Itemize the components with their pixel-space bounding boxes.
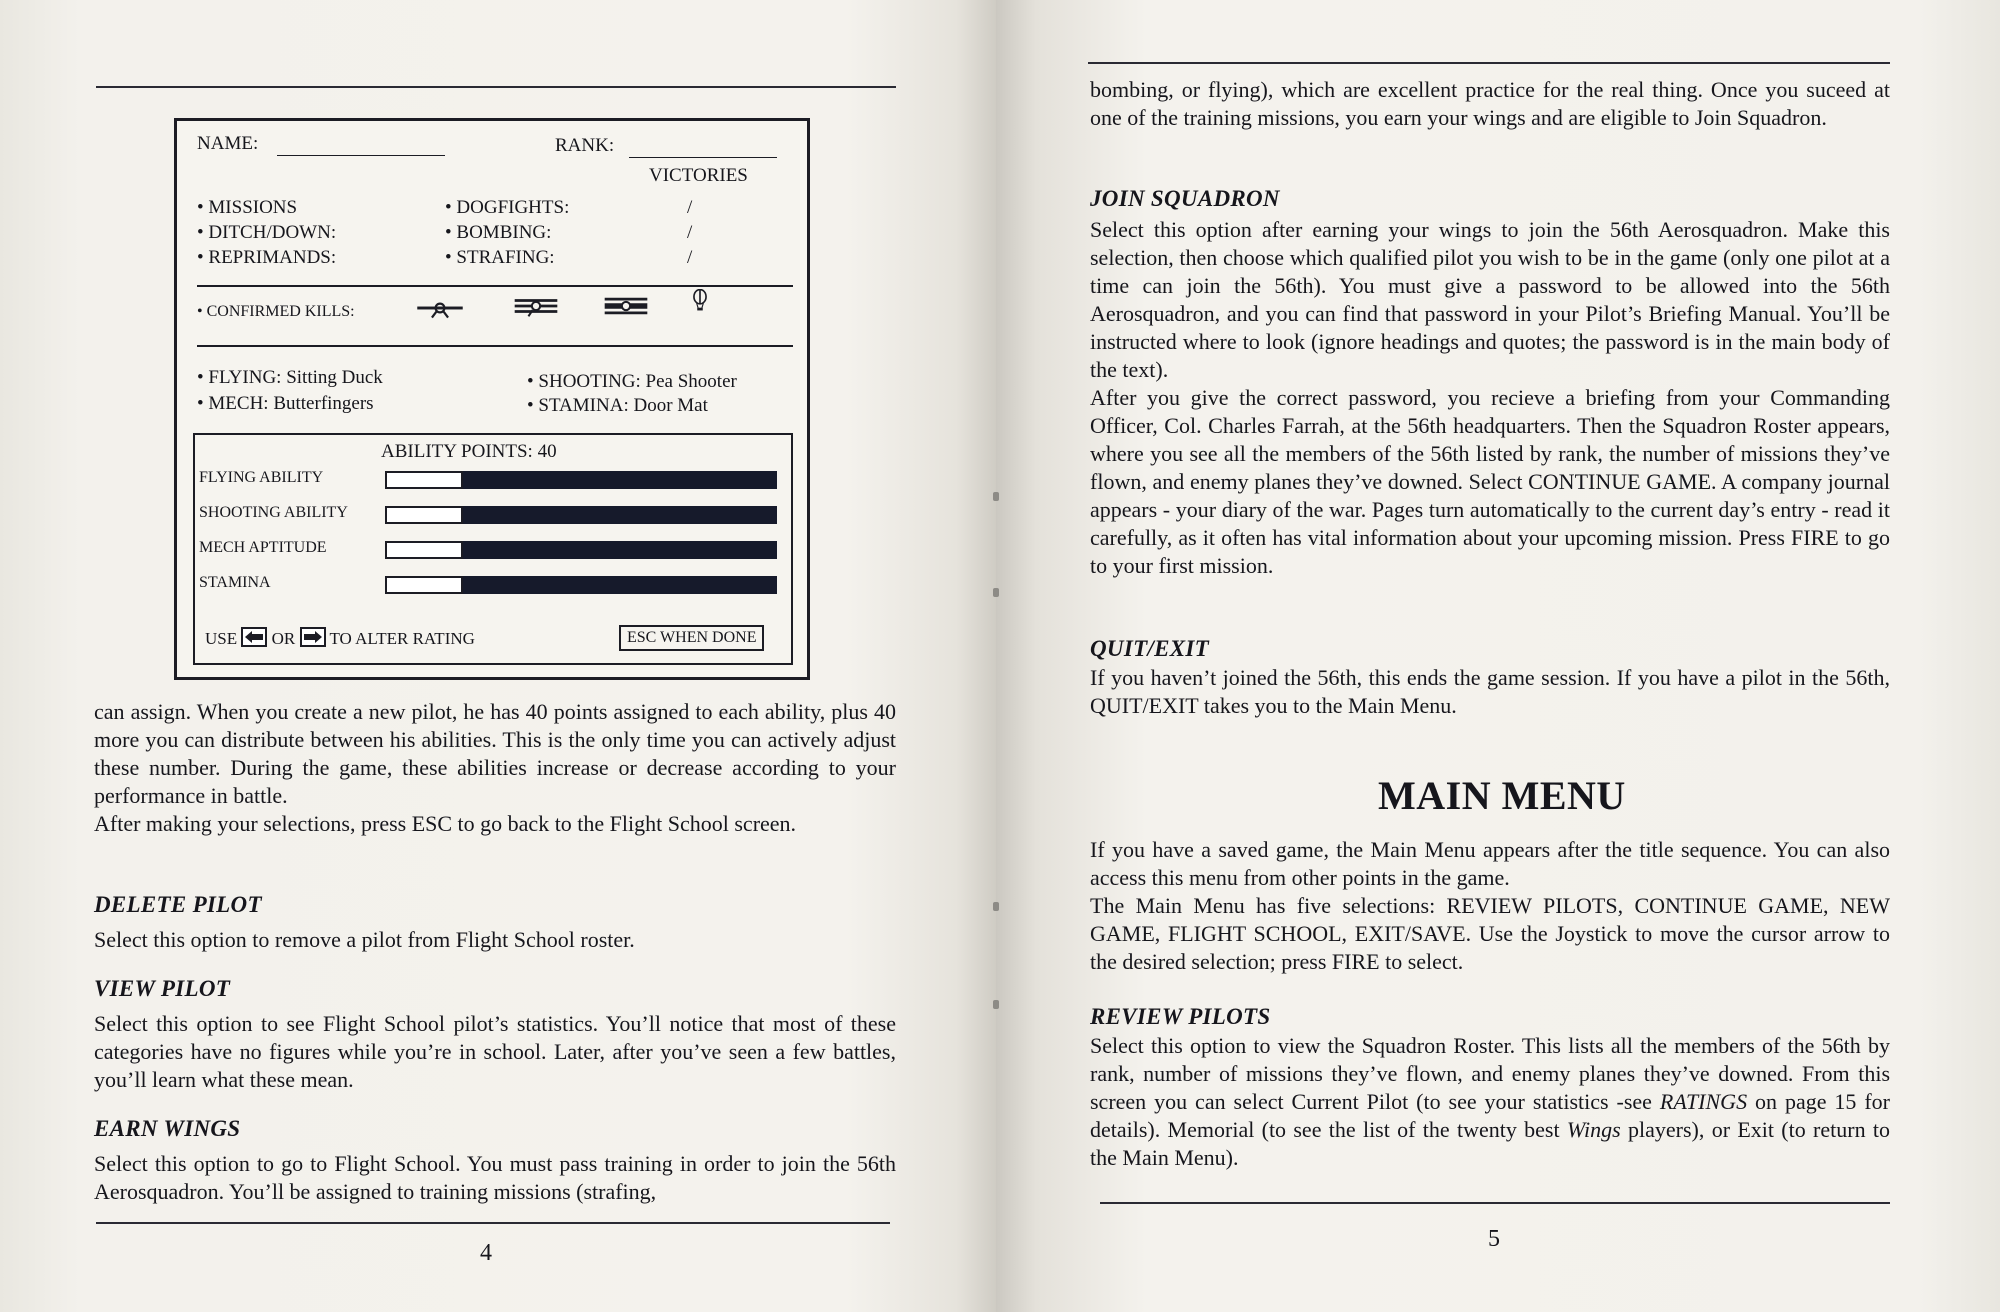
- victory-slash: /: [687, 222, 693, 243]
- view-pilot-text: Select this option to see Flight School pilot’s statistics. You’ll notice that most of these categories have no figures while you’re in school. Later, after you’ve seen a few battles, you’ll learn what these mean.: [94, 1011, 896, 1092]
- wings-title: Wings: [1566, 1117, 1621, 1142]
- review-text-a: Select this option to view the Squadron Roster. This lists all the members of the 56th by rank, number of missions they’ve flown, and enemy planes they’ve downed. From this screen you can select Current Pilot (to see your statistics -see: [1090, 1033, 1890, 1114]
- stat-bombing: • BOMBING:: [445, 222, 552, 243]
- intro-text: can assign. When you create a new pilot, he has 40 points assigned to each ability, plus 40 more you can distribute between his abilities. This is the only time you can actively adjust these number. During the game, these abilities increase or decrease according to your performance in battle.: [94, 699, 896, 808]
- page-number: 5: [1488, 1226, 1500, 1252]
- confirmed-kills-label: • CONFIRMED KILLS:: [197, 303, 355, 320]
- stat-strafing: • STRAFING:: [445, 247, 555, 268]
- esc-when-done-button[interactable]: ESC WHEN DONE: [619, 625, 764, 651]
- ability-bar-assigned[interactable]: [385, 471, 463, 489]
- name-underline: [277, 155, 445, 156]
- stat-ditch-down: • DITCH/DOWN:: [197, 222, 337, 243]
- stamina-rating: • STAMINA: Door Mat: [527, 395, 708, 416]
- ability-label: FLYING ABILITY: [199, 469, 324, 486]
- name-label: NAME:: [197, 133, 259, 154]
- delete-pilot-text: Select this option to remove a pilot from Flight School roster.: [94, 927, 635, 952]
- mech-rating: • MECH: Butterfingers: [197, 393, 374, 414]
- right-page: [996, 0, 2000, 1312]
- main-menu-title: MAIN MENU: [1378, 773, 1626, 818]
- after-text: After making your selections, press ESC to go back to the Flight School screen.: [94, 811, 797, 836]
- rank-label: RANK:: [555, 135, 615, 156]
- ability-bar-remaining: [463, 471, 777, 489]
- binding-staple: [993, 902, 999, 911]
- left-arrow-key-icon: [241, 627, 267, 647]
- menu-text-1: If you have a saved game, the Main Menu appears after the title sequence. You can also access this menu from other points in the game.: [1090, 837, 1890, 890]
- victories-label: VICTORIES: [649, 165, 748, 186]
- rank-underline: [629, 157, 777, 158]
- quit-exit-heading: QUIT/EXIT: [1090, 636, 1209, 661]
- binding-staple: [993, 588, 999, 597]
- join-text-1: Select this option after earning your wings to join the 56th Aerosquadron. Make this selection, then choose which qualified pilot you wish to be in the game (only one pilot at a time can join the 56th). You must give a password to be allowed into the 56th Aerosquadron, and you can find that password in your Pilot’s Briefing Manual. You’ll be instructed where to look (ignore headings and quotes; the password is in the main body of the text).: [1090, 217, 1890, 382]
- ability-bar-assigned[interactable]: [385, 576, 463, 594]
- quit-exit-text: If you haven’t joined the 56th, this ends the game session. If you have a pilot in the 56th, QUIT/EXIT takes you to the Main Menu.: [1090, 665, 1890, 718]
- binding-staple: [993, 1000, 999, 1009]
- ability-points: ABILITY POINTS: 40: [381, 441, 557, 462]
- bottom-rule: [96, 1222, 890, 1224]
- triplane-kill-icon: [503, 295, 569, 317]
- earn-wings-heading: EARN WINGS: [94, 1116, 241, 1141]
- view-pilot-heading: VIEW PILOT: [94, 976, 231, 1001]
- ability-label: MECH APTITUDE: [199, 539, 327, 556]
- review-text-c: players), or Exit (to return to the Main Menu).: [1090, 1117, 1890, 1170]
- balloon-kill-icon: [685, 289, 715, 311]
- earn-wings-text: Select this option to go to Flight School. You must pass training in order to join the 56th Aerosquadron. You’ll be assigned to training missions (strafing,: [94, 1151, 896, 1204]
- alter-rating-label: TO ALTER RATING: [329, 629, 475, 648]
- stat-reprimands: • REPRIMANDS:: [197, 247, 337, 268]
- left-page: [0, 0, 996, 1312]
- join-squadron-heading: JOIN SQUADRON: [1090, 186, 1280, 211]
- ability-bar-remaining: [463, 576, 777, 594]
- top-rule: [96, 86, 896, 88]
- victory-slash: /: [687, 247, 693, 268]
- alter-rating-instructions: [205, 627, 475, 649]
- review-text-b: on page 15 for details). Memorial (to see the list of the twenty best: [1090, 1089, 1890, 1142]
- use-label: USE: [205, 629, 238, 648]
- stat-dogfights: • DOGFIGHTS:: [445, 197, 570, 218]
- join-squadron-text: [1090, 216, 1890, 580]
- shooting-rating: • SHOOTING: Pea Shooter: [527, 371, 737, 392]
- join-text-2: After you give the correct password, you recieve a briefing from your Commanding Officer, Col. Charles Farrah, at the 56th headquarters. Then the Squadron Roster appears, where you see all the members of the 56th listed by rank, the number of missions they’ve flown, and enemy planes they’ve downed. Select CONTINUE GAME. A company journal appears - your diary of the war. Pages turn automatically to the current day’s entry - read it carefully, as it often has vital information about your upcoming mission. Press FIRE to go to your first mission.: [1090, 385, 1890, 578]
- continued-text: bombing, or flying), which are excellent practice for the real thing. Once you suceed at one of the training missions, you earn your wings and are eligible to Join Squadron.: [1090, 77, 1890, 130]
- or-label: OR: [271, 629, 296, 648]
- flying-rating: • FLYING: Sitting Duck: [197, 367, 383, 388]
- menu-text-2: The Main Menu has five selections: REVIEW PILOTS, CONTINUE GAME, NEW GAME, FLIGHT SCHOOL, EXIT/SAVE. Use the Joystick to move the cursor arrow to the desired selection; press FIRE to select.: [1090, 893, 1890, 974]
- ability-label: SHOOTING ABILITY: [199, 504, 348, 521]
- page-number: 4: [480, 1240, 492, 1266]
- delete-pilot-heading: DELETE PILOT: [94, 892, 262, 917]
- stat-missions: • MISSIONS: [197, 197, 298, 218]
- ability-bar-remaining: [463, 506, 777, 524]
- bottom-rule: [1100, 1202, 1890, 1204]
- ability-bar-assigned[interactable]: [385, 541, 463, 559]
- main-menu-text: [1090, 836, 1890, 976]
- intro-paragraph: [94, 698, 896, 838]
- bomber-kill-icon: [593, 295, 659, 317]
- biplane-kill-icon: [407, 297, 473, 319]
- victory-slash: /: [687, 197, 693, 218]
- right-arrow-key-icon: [300, 627, 326, 647]
- pilot-creation-screen: [174, 118, 810, 680]
- ability-label: STAMINA: [199, 574, 271, 591]
- binding-staple: [993, 492, 999, 501]
- divider: [197, 285, 793, 287]
- ability-bar-remaining: [463, 541, 777, 559]
- review-pilots-heading: REVIEW PILOTS: [1090, 1004, 1271, 1029]
- ability-panel: [193, 433, 793, 665]
- review-pilots-text: [1090, 1032, 1890, 1172]
- divider: [197, 345, 793, 347]
- ability-bar-assigned[interactable]: [385, 506, 463, 524]
- top-rule: [1088, 62, 1890, 64]
- ratings-reference: RATINGS: [1659, 1089, 1748, 1114]
